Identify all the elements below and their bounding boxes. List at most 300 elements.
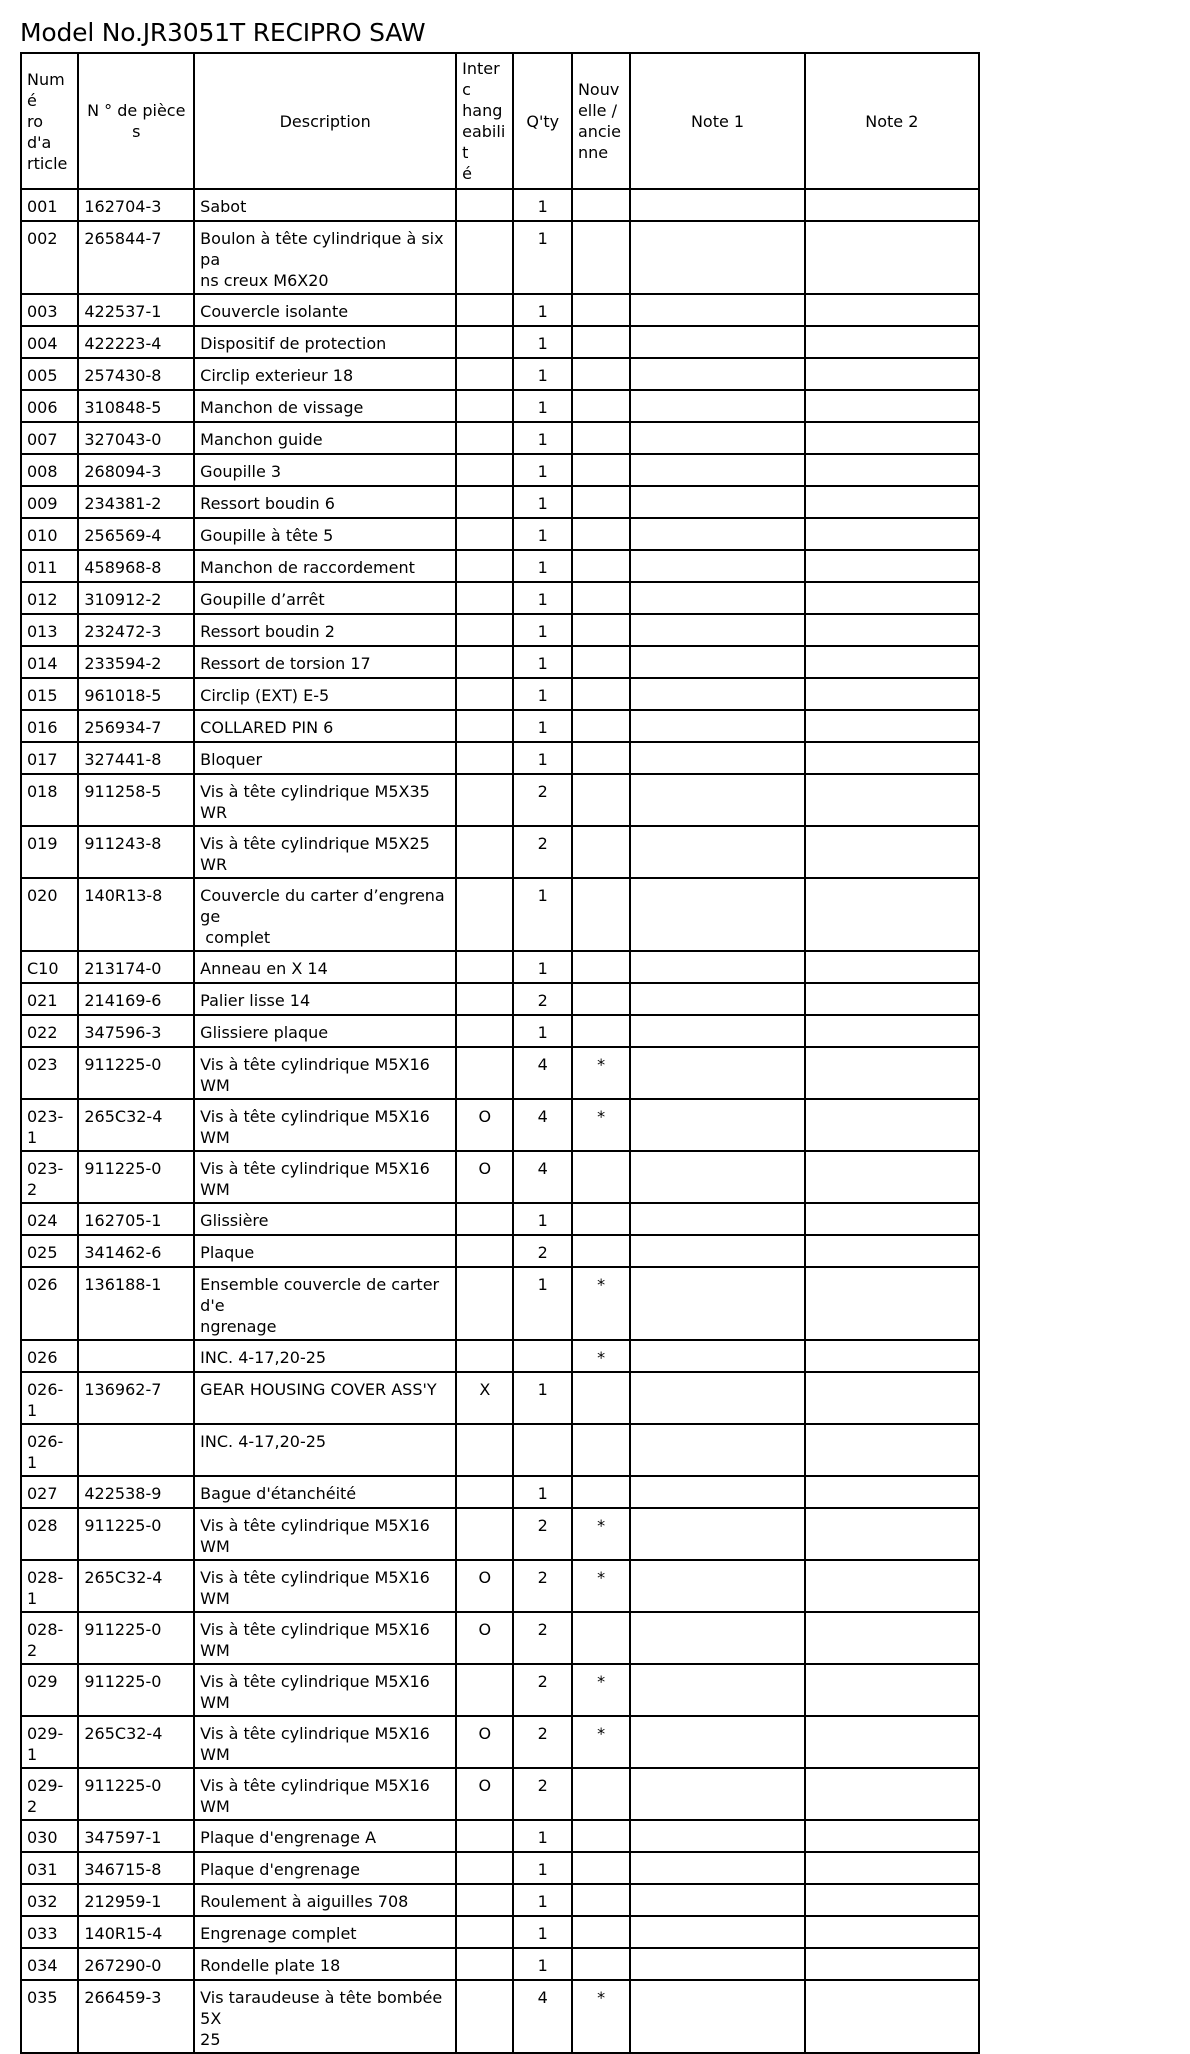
cell-quantity: 1 bbox=[513, 1916, 571, 1948]
cell-new-old bbox=[572, 774, 630, 826]
cell-part-number: 136188-1 bbox=[78, 1267, 194, 1340]
table-row bbox=[21, 1916, 979, 1948]
cell-description: Circlip exterieur 18 bbox=[194, 358, 456, 390]
cell-note-2 bbox=[805, 390, 979, 422]
cell-item-number: 022 bbox=[21, 1015, 78, 1047]
cell-quantity: 2 bbox=[513, 1716, 571, 1768]
cell-interchangeability bbox=[456, 1916, 513, 1948]
cell-note-1 bbox=[630, 1612, 804, 1664]
cell-note-1 bbox=[630, 983, 804, 1015]
cell-description: Couvercle du carter d’engrenage complet bbox=[194, 878, 456, 951]
cell-description: Couvercle isolante bbox=[194, 294, 456, 326]
cell-item-number: 004 bbox=[21, 326, 78, 358]
cell-quantity: 4 bbox=[513, 1151, 571, 1203]
cell-interchangeability bbox=[456, 646, 513, 678]
cell-interchangeability bbox=[456, 710, 513, 742]
table-row bbox=[21, 1099, 979, 1151]
cell-item-number: 026-1 bbox=[21, 1424, 78, 1476]
cell-quantity: 1 bbox=[513, 221, 571, 294]
cell-quantity: 1 bbox=[513, 326, 571, 358]
cell-quantity: 1 bbox=[513, 1267, 571, 1340]
cell-note-2 bbox=[805, 1664, 979, 1716]
table-row bbox=[21, 878, 979, 951]
cell-part-number: 911243-8 bbox=[78, 826, 194, 878]
cell-description: Goupille à tête 5 bbox=[194, 518, 456, 550]
cell-item-number: 005 bbox=[21, 358, 78, 390]
cell-description: Vis à tête cylindrique M5X16 WM bbox=[194, 1508, 456, 1560]
cell-part-number: 458968-8 bbox=[78, 550, 194, 582]
cell-note-2 bbox=[805, 1151, 979, 1203]
cell-description: Vis à tête cylindrique M5X16 WM bbox=[194, 1716, 456, 1768]
cell-new-old bbox=[572, 1612, 630, 1664]
cell-description: Rondelle plate 18 bbox=[194, 1948, 456, 1980]
cell-new-old bbox=[572, 390, 630, 422]
cell-new-old bbox=[572, 678, 630, 710]
cell-new-old bbox=[572, 582, 630, 614]
cell-interchangeability bbox=[456, 582, 513, 614]
cell-note-1 bbox=[630, 1820, 804, 1852]
table-row bbox=[21, 1203, 979, 1235]
cell-description: GEAR HOUSING COVER ASS'Y bbox=[194, 1372, 456, 1424]
cell-note-1 bbox=[630, 582, 804, 614]
cell-description: Manchon de vissage bbox=[194, 390, 456, 422]
cell-part-number: 162705-1 bbox=[78, 1203, 194, 1235]
cell-note-2 bbox=[805, 454, 979, 486]
cell-interchangeability bbox=[456, 1235, 513, 1267]
header-new-old: Nouv elle / ancie nne bbox=[572, 53, 630, 189]
cell-part-number: 265C32-4 bbox=[78, 1716, 194, 1768]
cell-quantity: 4 bbox=[513, 1980, 571, 2053]
cell-interchangeability: O bbox=[456, 1768, 513, 1820]
cell-part-number: 422538-9 bbox=[78, 1476, 194, 1508]
cell-interchangeability bbox=[456, 221, 513, 294]
cell-description: Bague d'étanchéité bbox=[194, 1476, 456, 1508]
cell-part-number: 346715-8 bbox=[78, 1852, 194, 1884]
cell-new-old bbox=[572, 1476, 630, 1508]
cell-new-old bbox=[572, 422, 630, 454]
cell-part-number: 327043-0 bbox=[78, 422, 194, 454]
cell-new-old bbox=[572, 710, 630, 742]
cell-interchangeability bbox=[456, 1980, 513, 2053]
cell-interchangeability bbox=[456, 826, 513, 878]
cell-part-number: 214169-6 bbox=[78, 983, 194, 1015]
cell-note-2 bbox=[805, 582, 979, 614]
cell-interchangeability bbox=[456, 983, 513, 1015]
cell-note-1 bbox=[630, 614, 804, 646]
header-item-number: Numé ro d'a rticle bbox=[21, 53, 78, 189]
cell-quantity: 2 bbox=[513, 983, 571, 1015]
cell-part-number: 347596-3 bbox=[78, 1015, 194, 1047]
table-row bbox=[21, 710, 979, 742]
cell-quantity: 2 bbox=[513, 1664, 571, 1716]
cell-part-number: 212959-1 bbox=[78, 1884, 194, 1916]
cell-quantity: 1 bbox=[513, 678, 571, 710]
cell-part-number: 327441-8 bbox=[78, 742, 194, 774]
cell-quantity: 2 bbox=[513, 1612, 571, 1664]
cell-note-2 bbox=[805, 1203, 979, 1235]
cell-item-number: 026 bbox=[21, 1267, 78, 1340]
cell-note-2 bbox=[805, 1372, 979, 1424]
cell-quantity: 1 bbox=[513, 1948, 571, 1980]
cell-part-number: 140R15-4 bbox=[78, 1916, 194, 1948]
cell-item-number: 009 bbox=[21, 486, 78, 518]
table-row bbox=[21, 294, 979, 326]
cell-new-old bbox=[572, 486, 630, 518]
cell-quantity: 1 bbox=[513, 358, 571, 390]
cell-part-number: 234381-2 bbox=[78, 486, 194, 518]
cell-new-old bbox=[572, 1015, 630, 1047]
table-row bbox=[21, 983, 979, 1015]
cell-quantity: 1 bbox=[513, 550, 571, 582]
cell-quantity: 1 bbox=[513, 742, 571, 774]
table-row bbox=[21, 1716, 979, 1768]
cell-note-1 bbox=[630, 742, 804, 774]
cell-item-number: 028 bbox=[21, 1508, 78, 1560]
cell-note-2 bbox=[805, 878, 979, 951]
table-row bbox=[21, 1424, 979, 1476]
header-interchangeability: Interc hang eabilit é bbox=[456, 53, 513, 189]
table-row bbox=[21, 422, 979, 454]
cell-item-number: 033 bbox=[21, 1916, 78, 1948]
cell-part-number: 961018-5 bbox=[78, 678, 194, 710]
cell-note-1 bbox=[630, 390, 804, 422]
cell-note-2 bbox=[805, 221, 979, 294]
cell-description: Vis à tête cylindrique M5X35 WR bbox=[194, 774, 456, 826]
cell-item-number: 030 bbox=[21, 1820, 78, 1852]
cell-part-number: 140R13-8 bbox=[78, 878, 194, 951]
cell-note-2 bbox=[805, 294, 979, 326]
cell-new-old bbox=[572, 358, 630, 390]
cell-note-2 bbox=[805, 1267, 979, 1340]
cell-part-number: 266459-3 bbox=[78, 1980, 194, 2053]
header-part-number: N ° de pièces bbox=[78, 53, 194, 189]
cell-item-number: 027 bbox=[21, 1476, 78, 1508]
cell-interchangeability bbox=[456, 1852, 513, 1884]
table-row bbox=[21, 1884, 979, 1916]
cell-note-2 bbox=[805, 550, 979, 582]
cell-note-1 bbox=[630, 1852, 804, 1884]
cell-new-old bbox=[572, 951, 630, 983]
cell-note-2 bbox=[805, 1768, 979, 1820]
table-row bbox=[21, 1820, 979, 1852]
cell-description: Palier lisse 14 bbox=[194, 983, 456, 1015]
cell-interchangeability bbox=[456, 326, 513, 358]
table-row bbox=[21, 774, 979, 826]
parts-table-body bbox=[21, 189, 979, 2053]
cell-part-number: 911225-0 bbox=[78, 1508, 194, 1560]
cell-new-old bbox=[572, 1372, 630, 1424]
cell-item-number: 013 bbox=[21, 614, 78, 646]
cell-description: Vis taraudeuse à tête bombée 5X 25 bbox=[194, 1980, 456, 2053]
table-row bbox=[21, 550, 979, 582]
cell-part-number: 256934-7 bbox=[78, 710, 194, 742]
table-row bbox=[21, 1047, 979, 1099]
cell-description: Engrenage complet bbox=[194, 1916, 456, 1948]
cell-note-1 bbox=[630, 1768, 804, 1820]
cell-item-number: 031 bbox=[21, 1852, 78, 1884]
cell-description: Plaque d'engrenage A bbox=[194, 1820, 456, 1852]
cell-interchangeability bbox=[456, 1884, 513, 1916]
cell-part-number: 310912-2 bbox=[78, 582, 194, 614]
cell-note-2 bbox=[805, 358, 979, 390]
cell-new-old bbox=[572, 221, 630, 294]
cell-note-1 bbox=[630, 1099, 804, 1151]
cell-note-2 bbox=[805, 1820, 979, 1852]
cell-part-number: 422223-4 bbox=[78, 326, 194, 358]
cell-note-1 bbox=[630, 646, 804, 678]
cell-note-2 bbox=[805, 983, 979, 1015]
cell-part-number: 232472-3 bbox=[78, 614, 194, 646]
cell-item-number: 014 bbox=[21, 646, 78, 678]
table-row bbox=[21, 221, 979, 294]
cell-note-2 bbox=[805, 1980, 979, 2053]
cell-interchangeability bbox=[456, 1508, 513, 1560]
cell-new-old bbox=[572, 1768, 630, 1820]
cell-item-number: 015 bbox=[21, 678, 78, 710]
cell-note-2 bbox=[805, 1948, 979, 1980]
cell-part-number: 911225-0 bbox=[78, 1612, 194, 1664]
cell-note-2 bbox=[805, 1099, 979, 1151]
cell-new-old bbox=[572, 550, 630, 582]
table-row bbox=[21, 1340, 979, 1372]
cell-item-number: 018 bbox=[21, 774, 78, 826]
cell-part-number: 911225-0 bbox=[78, 1047, 194, 1099]
cell-interchangeability bbox=[456, 1476, 513, 1508]
cell-quantity: 2 bbox=[513, 1560, 571, 1612]
header-quantity: Q'ty bbox=[513, 53, 571, 189]
cell-interchangeability bbox=[456, 1820, 513, 1852]
cell-note-2 bbox=[805, 189, 979, 221]
cell-item-number: C10 bbox=[21, 951, 78, 983]
cell-note-1 bbox=[630, 422, 804, 454]
table-row bbox=[21, 582, 979, 614]
cell-item-number: 024 bbox=[21, 1203, 78, 1235]
cell-part-number: 136962-7 bbox=[78, 1372, 194, 1424]
cell-new-old bbox=[572, 826, 630, 878]
cell-item-number: 011 bbox=[21, 550, 78, 582]
cell-quantity: 1 bbox=[513, 878, 571, 951]
table-row bbox=[21, 189, 979, 221]
cell-item-number: 023-2 bbox=[21, 1151, 78, 1203]
cell-interchangeability bbox=[456, 742, 513, 774]
cell-quantity: 2 bbox=[513, 826, 571, 878]
cell-quantity: 1 bbox=[513, 582, 571, 614]
cell-item-number: 012 bbox=[21, 582, 78, 614]
table-row bbox=[21, 390, 979, 422]
cell-description: Manchon de raccordement bbox=[194, 550, 456, 582]
cell-note-1 bbox=[630, 878, 804, 951]
cell-item-number: 002 bbox=[21, 221, 78, 294]
cell-new-old: * bbox=[572, 1047, 630, 1099]
cell-item-number: 023 bbox=[21, 1047, 78, 1099]
cell-description: Vis à tête cylindrique M5X16 WM bbox=[194, 1099, 456, 1151]
cell-description: Ressort boudin 6 bbox=[194, 486, 456, 518]
cell-interchangeability bbox=[456, 422, 513, 454]
cell-interchangeability bbox=[456, 486, 513, 518]
cell-note-1 bbox=[630, 1372, 804, 1424]
cell-item-number: 034 bbox=[21, 1948, 78, 1980]
cell-part-number: 347597-1 bbox=[78, 1820, 194, 1852]
cell-new-old: * bbox=[572, 1716, 630, 1768]
cell-note-2 bbox=[805, 1015, 979, 1047]
cell-new-old bbox=[572, 614, 630, 646]
cell-note-2 bbox=[805, 1476, 979, 1508]
cell-note-1 bbox=[630, 1716, 804, 1768]
table-row bbox=[21, 614, 979, 646]
cell-item-number: 028-1 bbox=[21, 1560, 78, 1612]
cell-note-1 bbox=[630, 774, 804, 826]
cell-interchangeability bbox=[456, 678, 513, 710]
table-row bbox=[21, 1948, 979, 1980]
cell-note-1 bbox=[630, 358, 804, 390]
cell-quantity: 1 bbox=[513, 614, 571, 646]
cell-note-1 bbox=[630, 221, 804, 294]
table-row bbox=[21, 1267, 979, 1340]
cell-description: Vis à tête cylindrique M5X16 WM bbox=[194, 1768, 456, 1820]
cell-interchangeability bbox=[456, 518, 513, 550]
cell-item-number: 019 bbox=[21, 826, 78, 878]
cell-interchangeability bbox=[456, 550, 513, 582]
cell-quantity: 1 bbox=[513, 189, 571, 221]
cell-note-1 bbox=[630, 1916, 804, 1948]
cell-interchangeability bbox=[456, 1664, 513, 1716]
cell-note-2 bbox=[805, 326, 979, 358]
table-row bbox=[21, 1612, 979, 1664]
cell-quantity: 1 bbox=[513, 1372, 571, 1424]
cell-quantity: 1 bbox=[513, 422, 571, 454]
cell-note-1 bbox=[630, 1151, 804, 1203]
cell-interchangeability bbox=[456, 1340, 513, 1372]
cell-interchangeability bbox=[456, 1267, 513, 1340]
cell-description: Boulon à tête cylindrique à six pa ns creux M6X20 bbox=[194, 221, 456, 294]
table-row bbox=[21, 358, 979, 390]
cell-note-2 bbox=[805, 1235, 979, 1267]
cell-note-1 bbox=[630, 1424, 804, 1476]
table-row bbox=[21, 646, 979, 678]
cell-note-2 bbox=[805, 1716, 979, 1768]
cell-note-2 bbox=[805, 951, 979, 983]
cell-note-1 bbox=[630, 1203, 804, 1235]
table-row bbox=[21, 1980, 979, 2053]
cell-part-number: 268094-3 bbox=[78, 454, 194, 486]
cell-item-number: 029-1 bbox=[21, 1716, 78, 1768]
cell-interchangeability bbox=[456, 614, 513, 646]
cell-note-1 bbox=[630, 1884, 804, 1916]
cell-note-2 bbox=[805, 486, 979, 518]
cell-note-2 bbox=[805, 742, 979, 774]
cell-note-2 bbox=[805, 1884, 979, 1916]
cell-interchangeability bbox=[456, 294, 513, 326]
cell-description: Vis à tête cylindrique M5X16 WM bbox=[194, 1151, 456, 1203]
cell-part-number: 422537-1 bbox=[78, 294, 194, 326]
cell-new-old bbox=[572, 518, 630, 550]
cell-description: COLLARED PIN 6 bbox=[194, 710, 456, 742]
table-row bbox=[21, 742, 979, 774]
cell-note-1 bbox=[630, 951, 804, 983]
cell-quantity: 2 bbox=[513, 1235, 571, 1267]
cell-new-old bbox=[572, 646, 630, 678]
header-description: Description bbox=[194, 53, 456, 189]
header-note-1: Note 1 bbox=[630, 53, 804, 189]
cell-interchangeability bbox=[456, 390, 513, 422]
cell-item-number: 032 bbox=[21, 1884, 78, 1916]
parts-table bbox=[20, 52, 980, 2054]
table-row bbox=[21, 518, 979, 550]
cell-quantity: 1 bbox=[513, 518, 571, 550]
cell-part-number: 911225-0 bbox=[78, 1768, 194, 1820]
cell-description: Roulement à aiguilles 708 bbox=[194, 1884, 456, 1916]
cell-description: Anneau en X 14 bbox=[194, 951, 456, 983]
cell-note-1 bbox=[630, 1267, 804, 1340]
cell-interchangeability bbox=[456, 878, 513, 951]
cell-interchangeability: O bbox=[456, 1612, 513, 1664]
cell-note-1 bbox=[630, 1015, 804, 1047]
cell-description: Manchon guide bbox=[194, 422, 456, 454]
cell-description: Vis à tête cylindrique M5X16 WM bbox=[194, 1612, 456, 1664]
cell-interchangeability bbox=[456, 1203, 513, 1235]
cell-new-old: * bbox=[572, 1664, 630, 1716]
cell-new-old: * bbox=[572, 1980, 630, 2053]
cell-quantity: 1 bbox=[513, 486, 571, 518]
cell-part-number: 341462-6 bbox=[78, 1235, 194, 1267]
table-row bbox=[21, 1768, 979, 1820]
cell-new-old bbox=[572, 1852, 630, 1884]
cell-new-old bbox=[572, 878, 630, 951]
cell-item-number: 026-1 bbox=[21, 1372, 78, 1424]
cell-part-number: 257430-8 bbox=[78, 358, 194, 390]
table-row bbox=[21, 1508, 979, 1560]
table-row bbox=[21, 486, 979, 518]
cell-new-old bbox=[572, 1203, 630, 1235]
cell-note-2 bbox=[805, 710, 979, 742]
cell-note-1 bbox=[630, 1560, 804, 1612]
cell-new-old bbox=[572, 1916, 630, 1948]
cell-item-number: 001 bbox=[21, 189, 78, 221]
cell-item-number: 020 bbox=[21, 878, 78, 951]
table-row bbox=[21, 678, 979, 710]
cell-quantity: 1 bbox=[513, 1203, 571, 1235]
cell-item-number: 035 bbox=[21, 1980, 78, 2053]
cell-new-old bbox=[572, 454, 630, 486]
cell-new-old bbox=[572, 1884, 630, 1916]
cell-interchangeability bbox=[456, 454, 513, 486]
cell-note-1 bbox=[630, 1340, 804, 1372]
cell-note-2 bbox=[805, 1560, 979, 1612]
cell-quantity: 2 bbox=[513, 1508, 571, 1560]
cell-note-2 bbox=[805, 1916, 979, 1948]
cell-note-1 bbox=[630, 1508, 804, 1560]
cell-item-number: 026 bbox=[21, 1340, 78, 1372]
cell-note-2 bbox=[805, 1424, 979, 1476]
cell-new-old bbox=[572, 1151, 630, 1203]
cell-new-old bbox=[572, 189, 630, 221]
cell-new-old bbox=[572, 1948, 630, 1980]
cell-note-1 bbox=[630, 454, 804, 486]
cell-note-1 bbox=[630, 1476, 804, 1508]
cell-quantity: 1 bbox=[513, 646, 571, 678]
cell-item-number: 029-2 bbox=[21, 1768, 78, 1820]
cell-quantity: 4 bbox=[513, 1047, 571, 1099]
cell-item-number: 023-1 bbox=[21, 1099, 78, 1151]
cell-item-number: 025 bbox=[21, 1235, 78, 1267]
cell-description: Vis à tête cylindrique M5X16 WM bbox=[194, 1560, 456, 1612]
table-header-row bbox=[21, 53, 979, 189]
cell-note-1 bbox=[630, 189, 804, 221]
cell-note-2 bbox=[805, 826, 979, 878]
cell-item-number: 017 bbox=[21, 742, 78, 774]
cell-interchangeability: O bbox=[456, 1716, 513, 1768]
cell-description: INC. 4-17,20-25 bbox=[194, 1424, 456, 1476]
